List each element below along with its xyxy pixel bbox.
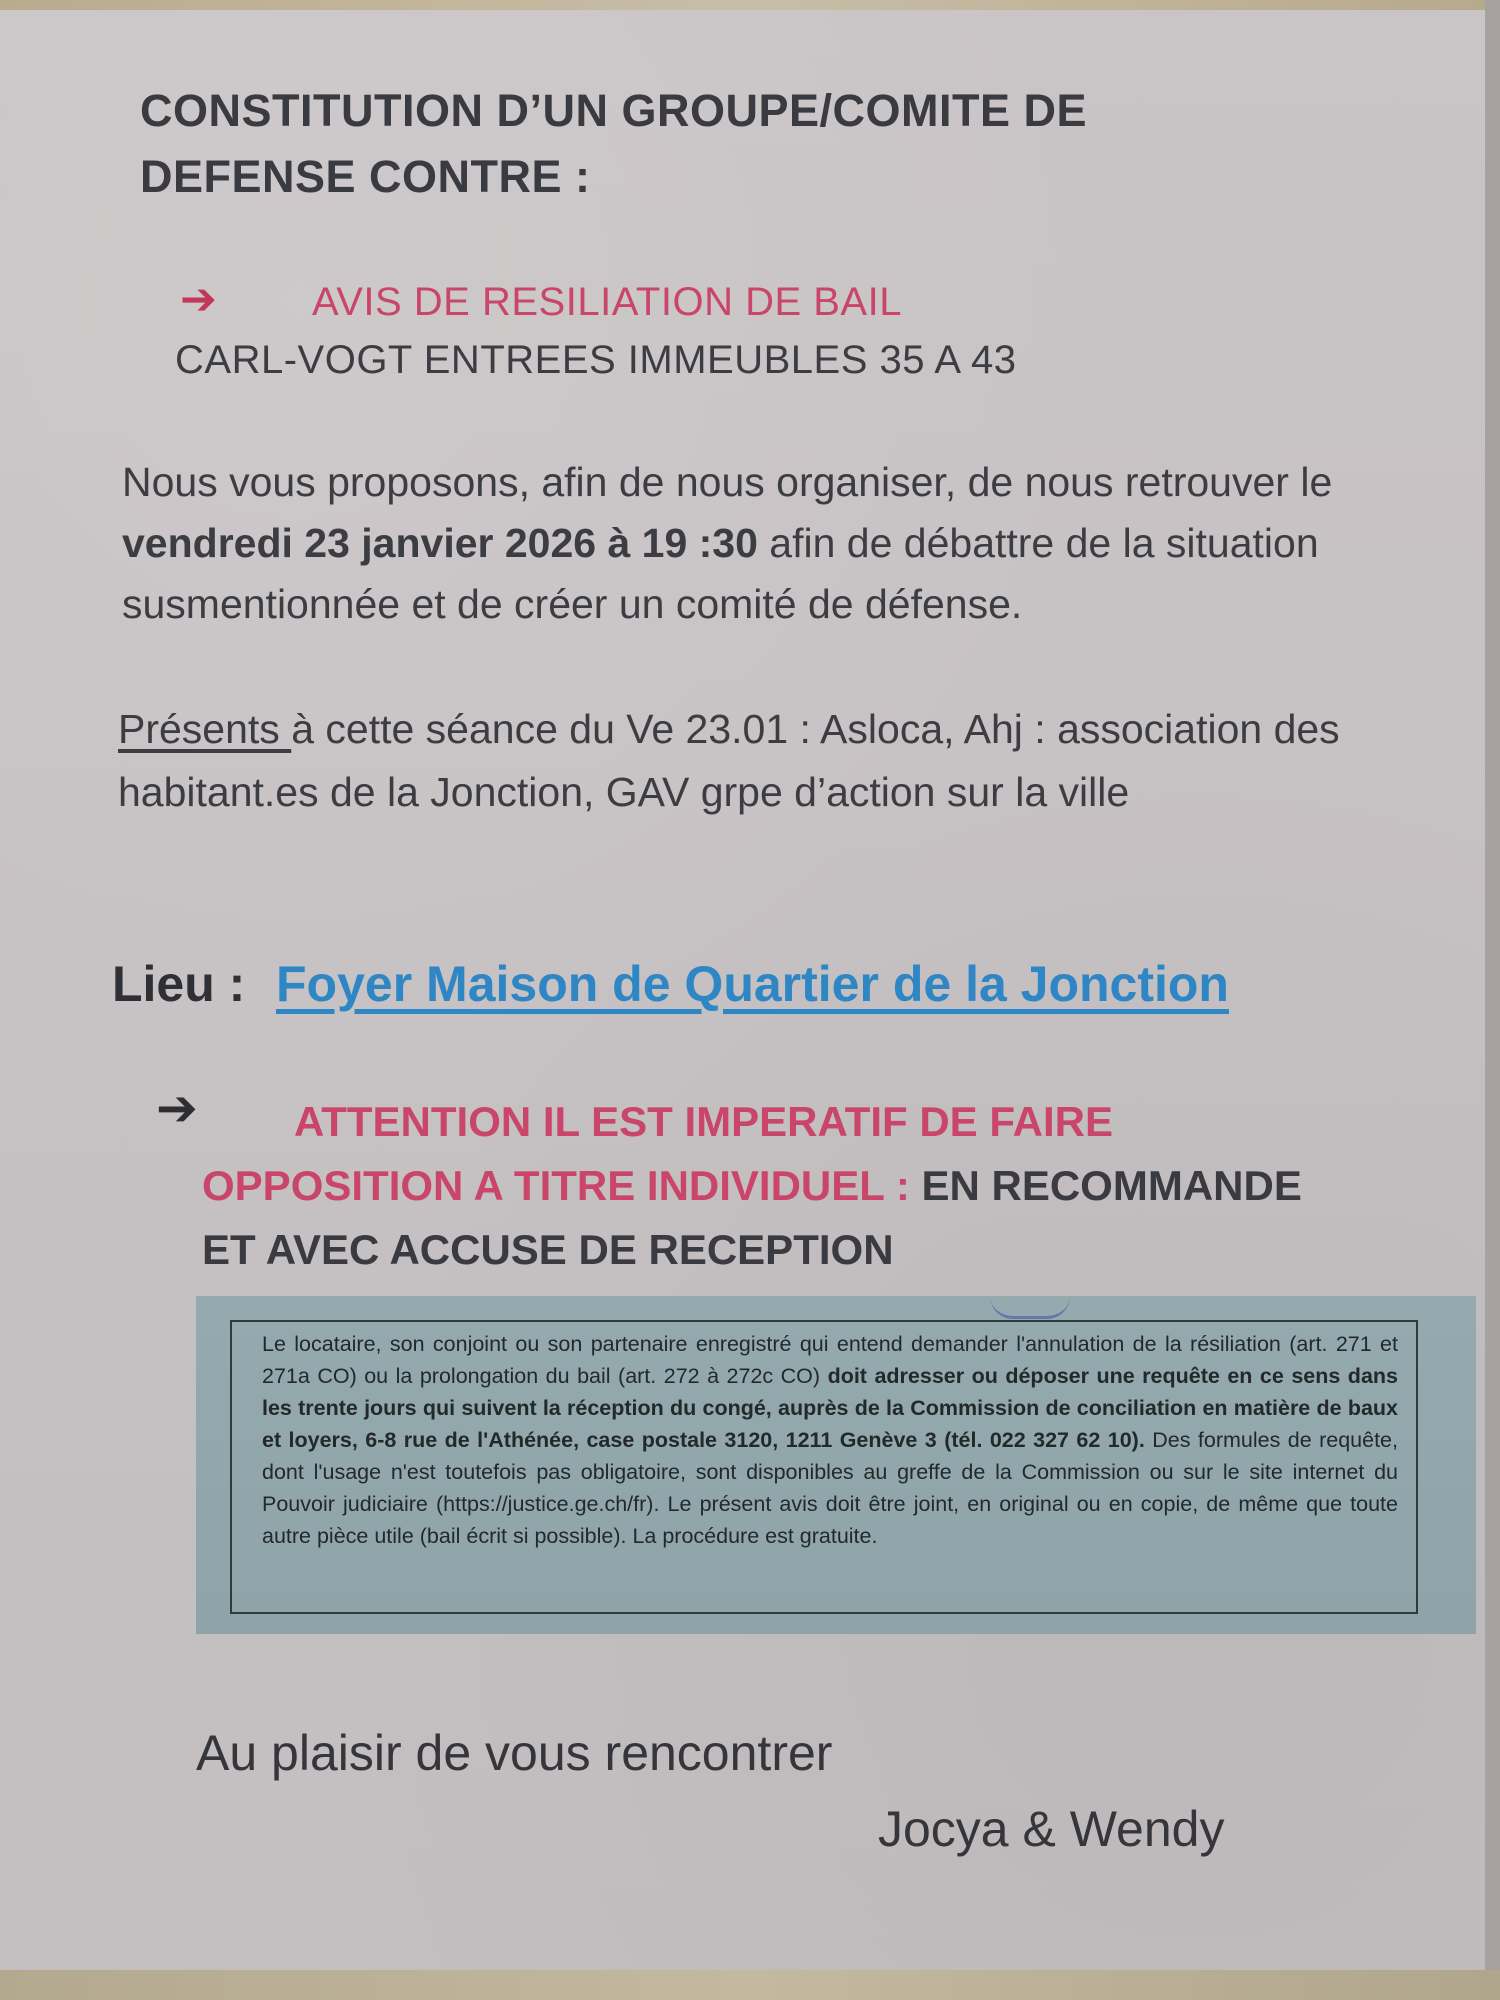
right-arrow-icon: ➔: [180, 275, 217, 324]
stamp-mark: [990, 1296, 1070, 1319]
bottom-tape: [0, 1970, 1500, 2000]
invitation-text-after: afin de débattre de la situation susmentionnée et de créer un comité de défense.: [122, 520, 1319, 627]
attendees-text: à cette séance du Ve 23.01 : Asloca, Ahj : association des habitant.es de la Jonction, GAV grpe d’action sur la ville: [118, 706, 1340, 815]
attention-line-1: ATTENTION IL EST IMPERATIF DE FAIRE: [294, 1098, 1114, 1145]
signature: Jocya & Wendy: [878, 1801, 1225, 1857]
right-arrow-icon: ➔: [156, 1080, 198, 1136]
closing-text: Au plaisir de vous rencontrer: [196, 1725, 833, 1781]
attention-line-3: ET AVEC ACCUSE DE RECEPTION: [202, 1226, 894, 1273]
title-line-1: CONSTITUTION D’UN GROUPE/COMITE DE: [140, 85, 1088, 136]
notice-address: CARL-VOGT ENTREES IMMEUBLES 35 A 43: [175, 338, 1017, 382]
location-label: Lieu :: [112, 956, 246, 1012]
attention-line-2-dark: EN RECOMMANDE: [909, 1162, 1302, 1209]
attention-line-2: [202, 1154, 1422, 1218]
attendees-paragraph: [118, 698, 1348, 824]
invitation-date-time: vendredi 23 janvier 2026 à 19 :30: [122, 520, 758, 566]
legal-text-part-3: Des formules de requête, dont l'usage n'est toutefois pas obligatoire, sont disponibles au greffe de la Commission ou sur le site internet du Pouvoir judiciaire (https://justice.ge.ch/fr). Le présent avis doit être joint, en original ou en copie, de même que toute autre pièce utile (bail écrit si possible). La procédure est gratuite.: [262, 1428, 1398, 1548]
page-title: [140, 78, 1290, 210]
invitation-paragraph: [122, 452, 1342, 635]
notice-label: AVIS DE RESILIATION DE BAIL: [312, 280, 902, 324]
invitation-text-before: Nous vous proposons, afin de nous organiser, de nous retrouver le: [122, 459, 1333, 505]
legal-text-part-2: doit adresser ou déposer une requête en ce sens dans les trente jours qui suivent la réception du congé, auprès de la Commission de conciliation en matière de baux et loyers, 6-8 rue de l'Athénée, case postale 3120, 1211 Genève 3 (tél. 022 327 62 10).: [262, 1364, 1398, 1452]
legal-text-part-1: Le locataire, son conjoint ou son partenaire enregistré qui entend demander l'annulation de la résiliation (art. 271 et 271a CO) ou la prolongation du bail (art. 272 à 272c CO): [262, 1332, 1398, 1388]
location-row: [112, 955, 245, 1013]
attendees-label: Présents: [118, 706, 292, 752]
legal-notice-box: [230, 1320, 1418, 1614]
right-edge: [1485, 0, 1500, 2000]
title-line-2: DEFENSE CONTRE :: [140, 151, 591, 202]
top-tape: [0, 0, 1500, 10]
attention-block: [202, 1090, 1422, 1282]
location-place-link: Foyer Maison de Quartier de la Jonction: [276, 956, 1229, 1012]
attention-line-2-pink: OPPOSITION A TITRE INDIVIDUEL :: [202, 1162, 910, 1209]
